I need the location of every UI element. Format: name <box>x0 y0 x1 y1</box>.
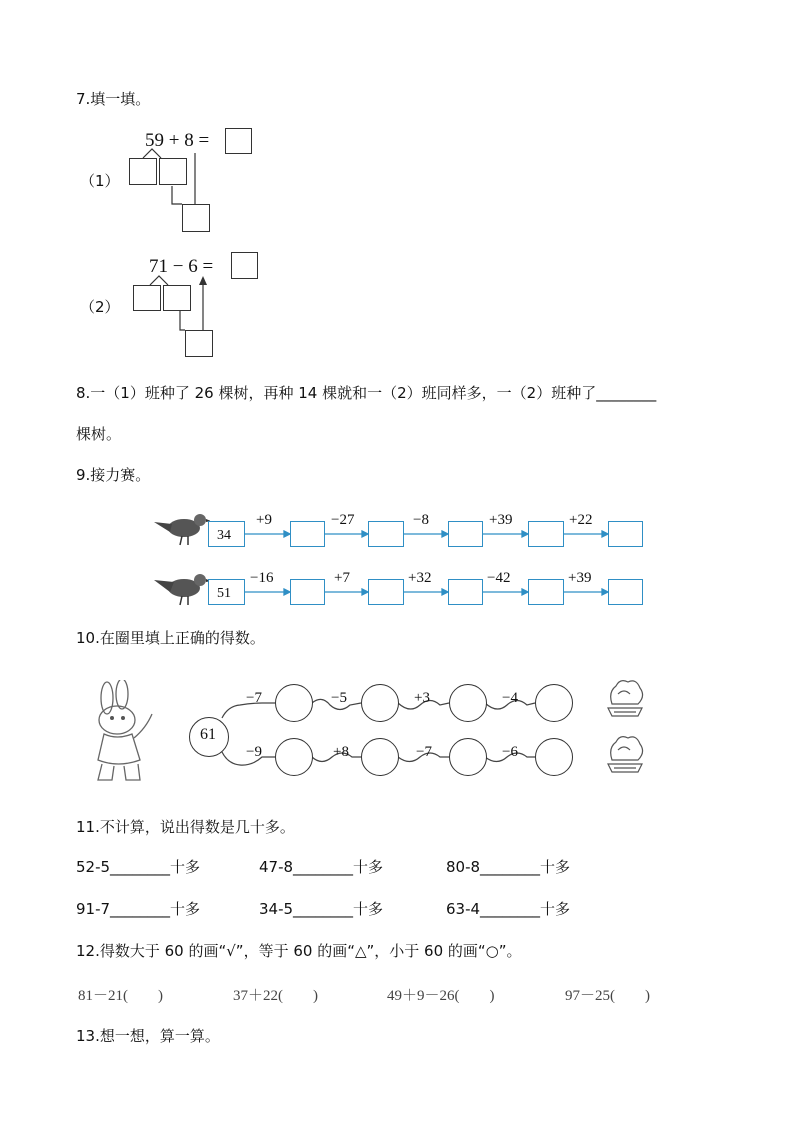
q7-p2-label: （2） <box>80 298 120 316</box>
q7-p1-label: （1） <box>80 172 120 190</box>
q10-row2-op: −7 <box>416 744 432 760</box>
q10-row1-answer-circle[interactable] <box>275 684 313 722</box>
q11-title: 11.不计算，说出得数是几十多。 <box>76 818 295 836</box>
q7-title: 7.填一填。 <box>76 90 151 108</box>
q10-row2-answer-circle[interactable] <box>361 738 399 776</box>
q10-title: 10.在圈里填上正确的得数。 <box>76 629 265 647</box>
q10-row2-answer-circle[interactable] <box>275 738 313 776</box>
q10-row1-answer-circle[interactable] <box>449 684 487 722</box>
q12-item: 37＋22( ) <box>233 988 318 1004</box>
q12-item: 97－25( ) <box>565 988 650 1004</box>
q11-item: 52-5________十多 <box>76 858 201 876</box>
q10-row1-op: −7 <box>246 690 262 706</box>
q11-item: 63-4________十多 <box>446 900 571 918</box>
q11-item: 47-8________十多 <box>259 858 384 876</box>
q10-row1-answer-circle[interactable] <box>361 684 399 722</box>
q10-row1-op: +3 <box>414 690 430 706</box>
q9-row2-op: −16 <box>250 570 274 586</box>
q8-line2: 棵树。 <box>76 425 122 443</box>
q11-item: 91-7________十多 <box>76 900 201 918</box>
q9-row1-op: +39 <box>489 512 513 528</box>
cabbage-icon <box>604 674 646 718</box>
q9-row1-op: −27 <box>331 512 355 528</box>
q10-row2-answer-circle[interactable] <box>535 738 573 776</box>
q9-row2-op: −42 <box>487 570 511 586</box>
q9-row1-op: +9 <box>256 512 272 528</box>
q10-row2-op: −9 <box>246 744 262 760</box>
q11-item: 80-8________十多 <box>446 858 571 876</box>
q9-row2-op: +32 <box>408 570 432 586</box>
q13-title: 13.想一想，算一算。 <box>76 1027 220 1045</box>
q9-row1-start-value: 34 <box>217 528 231 543</box>
q9-row2-op: +7 <box>334 570 350 586</box>
q9-row1-op: +22 <box>569 512 593 528</box>
q10-row1-op: −4 <box>502 690 518 706</box>
q12-item: 81－21( ) <box>78 988 163 1004</box>
q7-p1-expression: 59 + 8 = <box>145 130 210 151</box>
q10-row2-op: −6 <box>502 744 518 760</box>
q9-row1-op: −8 <box>413 512 429 528</box>
q9-title: 9.接力赛。 <box>76 466 151 484</box>
q8-line1: 8.一（1）班种了 26 棵树，再种 14 棵就和一（2）班同样多，一（2）班种了________ <box>76 384 657 402</box>
q7-p2-expression: 71 − 6 = <box>149 256 214 277</box>
q9-row2-start-value: 51 <box>217 586 231 601</box>
cabbage-icon <box>604 730 646 776</box>
q10-row2-op: +8 <box>333 744 349 760</box>
q12-item: 49＋9－26( ) <box>387 988 495 1004</box>
q10-row2-answer-circle[interactable] <box>449 738 487 776</box>
q10-start-value: 61 <box>200 726 216 743</box>
q12-title: 12.得数大于 60 的画“√”，等于 60 的画“△”，小于 60 的画“○”。 <box>76 942 522 960</box>
q10-row1-answer-circle[interactable] <box>535 684 573 722</box>
q9-row2-op: +39 <box>568 570 592 586</box>
q10-start-circle <box>189 717 229 757</box>
q11-item: 34-5________十多 <box>259 900 384 918</box>
q10-row1-op: −5 <box>331 690 347 706</box>
